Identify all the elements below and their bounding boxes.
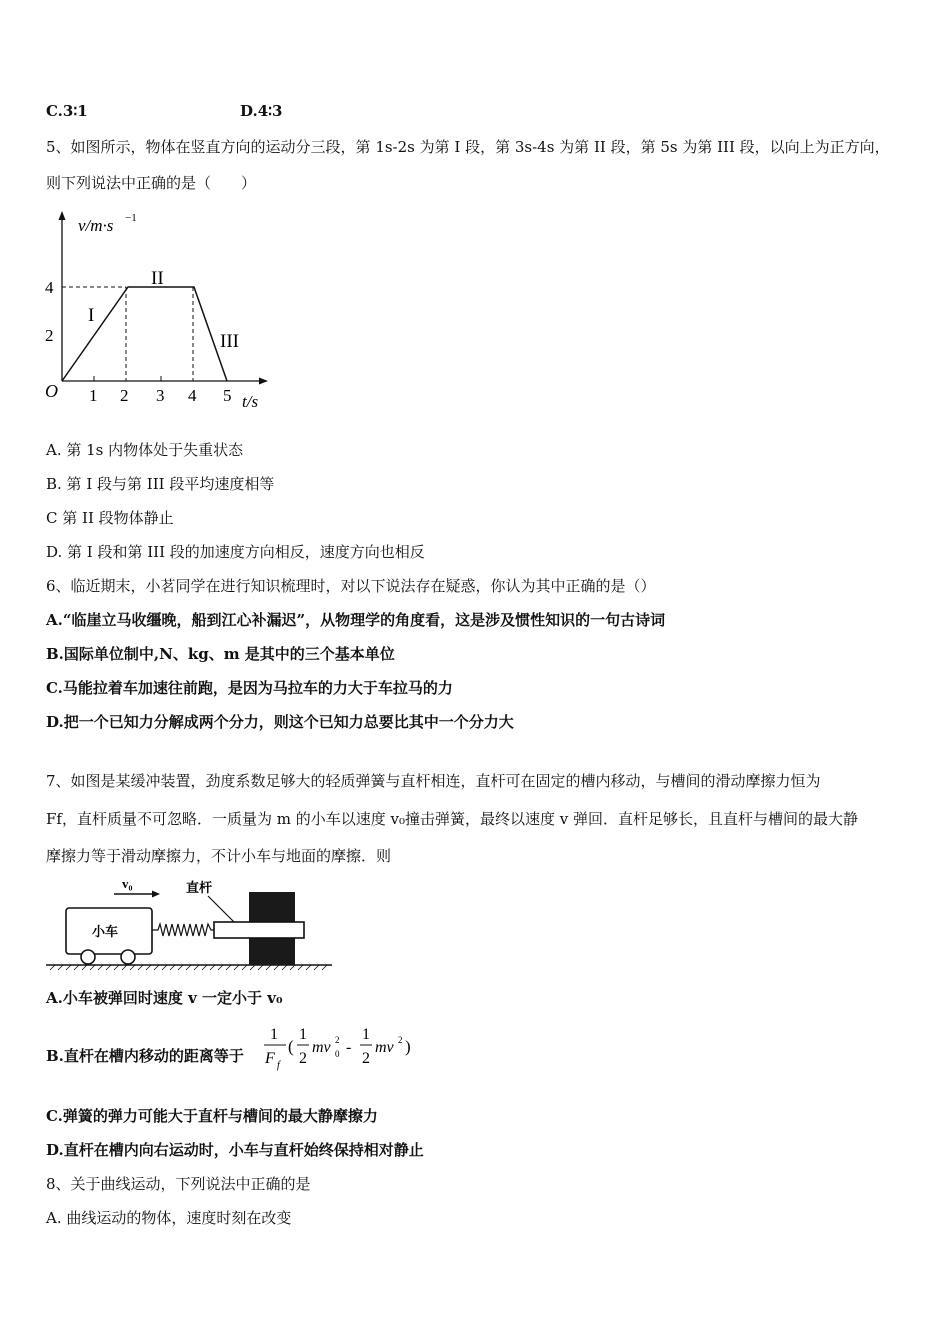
x-tick-label-2: 2: [120, 386, 129, 405]
origin-label: O: [45, 381, 58, 401]
y-axis-exp: −1: [125, 212, 137, 224]
x-axis-arrow: [259, 378, 268, 385]
rod: [214, 922, 304, 938]
q8-option-a: A. 曲线运动的物体，速度时刻在改变: [46, 1209, 292, 1227]
q7-option-b: B.直杆在槽内移动的距离等于: [46, 1047, 244, 1065]
formula-mv0: mv: [312, 1039, 331, 1056]
formula-ff-sub: f: [277, 1060, 280, 1071]
car-label: 小车: [92, 924, 119, 939]
q5-stem-line1: 5、如图所示，物体在竖直方向的运动分三段，第 1s-2s 为第 I 段，第 3s-4s 为第 II 段，第 5s 为第 III 段，以向上为正方向，: [46, 138, 890, 156]
velocity-label: v₀: [122, 876, 133, 891]
q4-option-c: C.3∶1: [46, 102, 88, 120]
q5-vt-graph: [40, 205, 280, 415]
formula-v0-sub: 0: [335, 1049, 340, 1059]
y-tick-2: 2: [45, 326, 54, 345]
y-tick-4: 4: [45, 278, 54, 297]
q7-option-a: A.小车被弹回时速度 v 一定小于 v₀: [46, 989, 283, 1007]
formula-ff: F: [265, 1050, 275, 1067]
segment-label-ii: II: [151, 268, 164, 289]
spring: [152, 924, 214, 936]
q7-option-b-formula: [262, 1023, 422, 1071]
segment-label-i: I: [88, 305, 95, 326]
formula-v-sup: 2: [398, 1035, 403, 1045]
x-tick-label-3: 3: [156, 386, 165, 405]
formula-half-den-2: 2: [362, 1050, 370, 1067]
q7-buffer-device-figure: [44, 874, 334, 974]
formula-half-num-1: 1: [299, 1026, 307, 1043]
y-axis-label: v/m·s: [78, 216, 114, 235]
x-tick-label-4: 4: [188, 386, 197, 405]
q7-option-d: D.直杆在槽内向右运动时，小车与直杆始终保持相对静止: [46, 1141, 424, 1159]
car-wheel-left: [81, 950, 95, 964]
formula-mv: mv: [375, 1039, 394, 1056]
velocity-arrow-head: [152, 891, 160, 898]
q5-stem-line2: 则下列说法中正确的是（ ）: [46, 174, 257, 192]
q7-stem-line2: Ff，直杆质量不可忽略．一质量为 m 的小车以速度 v₀撞击弹簧，最终以速度 v 弹回．直杆足够长，且直杆与槽间的最大静: [46, 810, 858, 828]
q5-option-a: A. 第 1s 内物体处于失重状态: [46, 441, 244, 459]
rod-pointer: [208, 896, 234, 922]
q7-stem-line3: 摩擦力等于滑动摩擦力，不计小车与地面的摩擦．则: [46, 847, 392, 865]
q6-option-c: C.马能拉着车加速往前跑，是因为马拉车的力大于车拉马的力: [46, 679, 453, 697]
formula-minus: -: [346, 1039, 352, 1056]
formula-half-num-2: 1: [362, 1026, 370, 1043]
formula-open-paren: (: [288, 1037, 294, 1056]
q5-option-b: B. 第 I 段与第 III 段平均速度相等: [46, 475, 275, 493]
x-axis-label: t/s: [242, 392, 259, 411]
car-wheel-right: [121, 950, 135, 964]
q7-stem-line1: 7、如图是某缓冲装置，劲度系数足够大的轻质弹簧与直杆相连，直杆可在固定的槽内移动，与槽间的滑动摩擦力恒为: [46, 772, 821, 790]
y-axis-arrow: [59, 211, 66, 220]
q4-option-d: D.4∶3: [240, 102, 283, 120]
q5-option-c: C 第 II 段物体静止: [46, 509, 174, 527]
formula-v0-sup: 2: [335, 1035, 340, 1045]
q6-stem: 6、临近期末，小茗同学在进行知识梳理时，对以下说法存在疑惑，你认为其中正确的是（）: [46, 577, 656, 595]
x-tick-label-1: 1: [89, 386, 98, 405]
q8-stem: 8、关于曲线运动，下列说法中正确的是: [46, 1175, 311, 1193]
q6-option-a: A.“临崖立马收缰晚，船到江心补漏迟”，从物理学的角度看，这是涉及惯性知识的一句古诗词: [46, 611, 666, 629]
formula-numerator-1: 1: [270, 1026, 278, 1043]
rod-label: 直杆: [186, 880, 213, 895]
segment-label-iii: III: [220, 331, 239, 352]
q7-option-c: C.弹簧的弹力可能大于直杆与槽间的最大静摩擦力: [46, 1107, 378, 1125]
vt-line: [62, 287, 227, 381]
q6-option-b: B.国际单位制中,N、kg、m 是其中的三个基本单位: [46, 645, 395, 663]
formula-close-paren: ): [405, 1037, 411, 1056]
formula-half-den-1: 2: [299, 1050, 307, 1067]
x-tick-label-5: 5: [223, 386, 232, 405]
q5-option-d: D. 第 I 段和第 III 段的加速度方向相反，速度方向也相反: [46, 543, 425, 561]
q6-option-d: D.把一个已知力分解成两个分力，则这个已知力总要比其中一个分力大: [46, 713, 514, 731]
